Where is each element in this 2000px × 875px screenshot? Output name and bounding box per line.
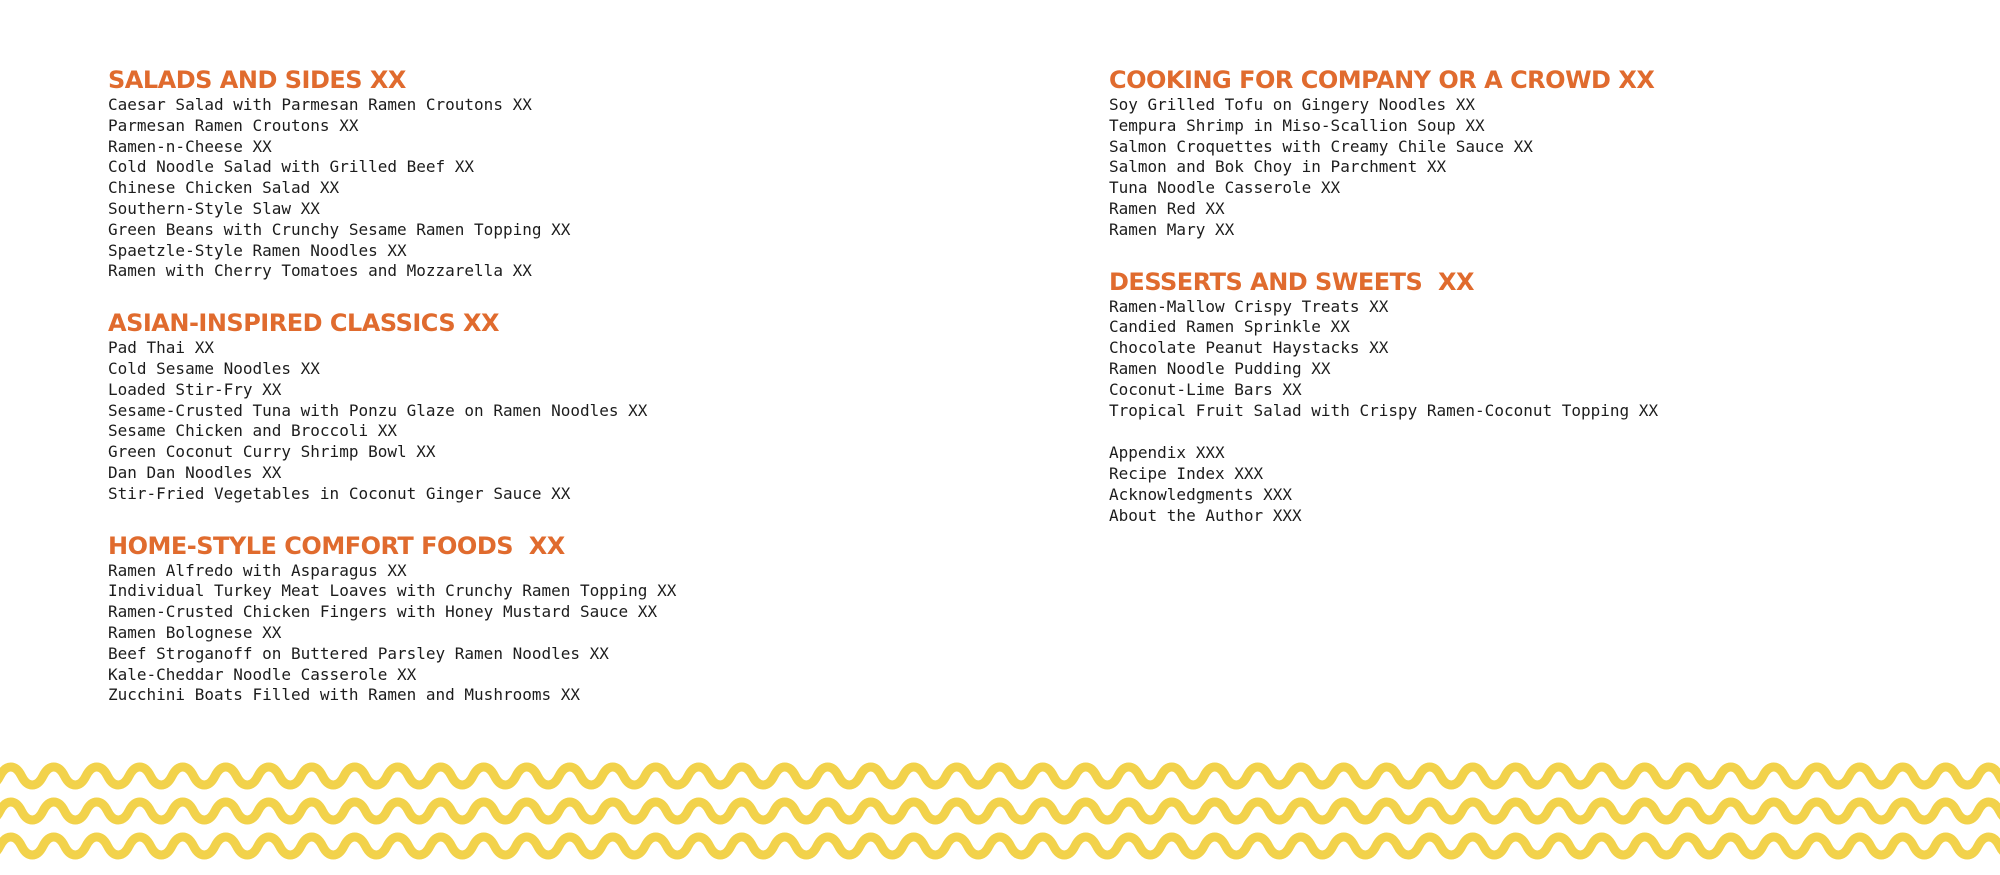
toc-entry: Ramen Alfredo with Asparagus XX [108,560,407,580]
section-title: ASIAN-INSPIRED CLASSICS XX [108,309,499,338]
toc-section-asian-inspired-classics [108,309,1068,504]
toc-entry: Spaetzle-Style Ramen Noodles XX [108,240,407,260]
toc-entry: Ramen Mary XX [1109,219,1235,239]
toc-entry: Beef Stroganoff on Buttered Parsley Ramen Noodles XX [108,643,609,663]
toc-entry: Tuna Noodle Casserole XX [1109,178,1341,198]
toc-entry: Stir-Fried Vegetables in Coconut Ginger Sauce XX [108,483,571,503]
toc-entry: Parmesan Ramen Croutons XX [108,115,359,135]
toc-entry: Ramen Noodle Pudding XX [1109,358,1331,378]
toc-entry: Coconut-Lime Bars XX [1109,379,1302,399]
noodle-wave-line [0,802,2000,820]
toc-entry-appendix: Appendix XXX [1109,443,1225,463]
toc-entry: Cold Noodle Salad with Grilled Beef XX [108,157,475,177]
toc-entry: Dan Dan Noodles XX [108,462,282,482]
toc-entry-acknowledgments: Acknowledgments XXX [1109,484,1293,504]
toc-entry: Salmon and Bok Choy in Parchment XX [1109,157,1447,177]
section-title: DESSERTS AND SWEETS XX [1109,267,1474,296]
toc-left-column [108,66,1068,733]
toc-entry: Green Beans with Crunchy Sesame Ramen Topping XX [108,219,571,239]
toc-entry: Individual Turkey Meat Loaves with Crunchy Ramen Topping XX [108,581,677,601]
toc-entry-about-the-author: About the Author XXX [1109,505,1302,525]
toc-entry-recipe-index: Recipe Index XXX [1109,464,1264,484]
toc-section-home-style-comfort-foods [108,532,1068,707]
noodle-wave-decoration [0,748,2000,875]
toc-entry: Sesame-Crusted Tuna with Ponzu Glaze on Ramen Noodles XX [108,400,648,420]
toc-back-matter [1109,443,1969,526]
toc-section-salads-and-sides [108,66,1068,282]
toc-right-column [1109,66,1969,554]
toc-entry: Sesame Chicken and Broccoli XX [108,421,397,441]
toc-entry: Ramen-n-Cheese XX [108,136,272,156]
section-title: COOKING FOR COMPANY OR A CROWD XX [1109,66,1655,94]
toc-entry: Ramen-Crusted Chicken Fingers with Honey Mustard Sauce XX [108,602,658,622]
toc-entry: Pad Thai XX [108,338,214,358]
toc-entry: Chocolate Peanut Haystacks XX [1109,338,1389,358]
toc-entry: Zucchini Boats Filled with Ramen and Mushrooms XX [108,685,581,705]
toc-entry: Chinese Chicken Salad XX [108,178,340,198]
toc-entry: Caesar Salad with Parmesan Ramen Croutons XX [108,95,532,114]
noodle-wave-line [0,767,2000,785]
toc-entry: Ramen-Mallow Crispy Treats XX [1109,296,1389,316]
section-title: SALADS AND SIDES XX [108,66,406,94]
toc-entry: Tempura Shrimp in Miso-Scallion Soup XX [1109,115,1485,135]
toc-entry: Ramen Bolognese XX [108,622,282,642]
toc-entry: Salmon Croquettes with Creamy Chile Sauce XX [1109,136,1533,156]
toc-entry: Tropical Fruit Salad with Crispy Ramen-Coconut Topping XX [1109,400,1659,420]
noodle-wave-line [0,837,2000,855]
toc-entry: Ramen with Cherry Tomatoes and Mozzarella XX [108,261,532,281]
toc-entry: Kale-Cheddar Noodle Casserole XX [108,664,417,684]
toc-entry: Green Coconut Curry Shrimp Bowl XX [108,442,436,462]
toc-entry: Ramen Red XX [1109,198,1225,218]
toc-section-desserts-and-sweets [1109,268,1969,527]
toc-entry: Soy Grilled Tofu on Gingery Noodles XX [1109,95,1476,114]
section-title: HOME-STYLE COMFORT FOODS XX [108,531,565,560]
toc-entry: Candied Ramen Sprinkle XX [1109,317,1350,337]
toc-entry: Loaded Stir-Fry XX [108,379,282,399]
toc-entry: Southern-Style Slaw XX [108,198,320,218]
toc-section-cooking-for-company [1109,66,1969,241]
toc-entry: Cold Sesame Noodles XX [108,358,320,378]
